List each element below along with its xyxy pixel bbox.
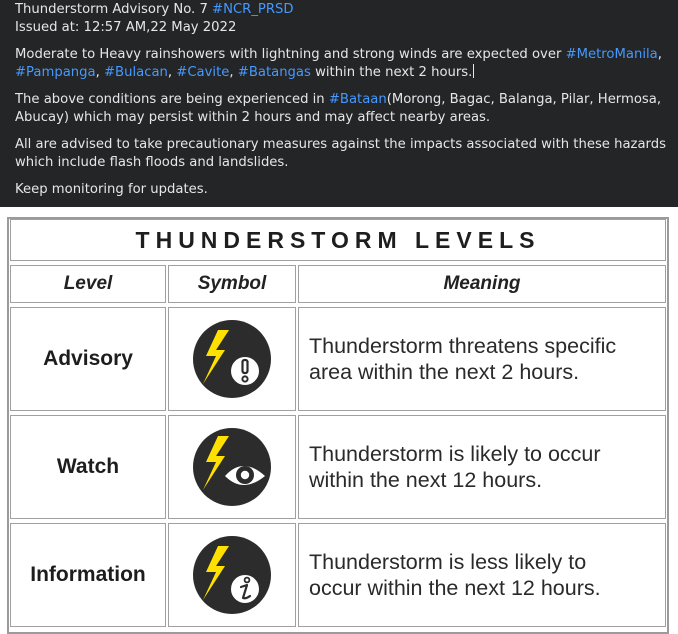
p2-text: The above conditions are being experienced in [15,92,329,107]
issued-time: Issued at: 12:57 AM,22 May 2022 [15,20,237,35]
advisory-paragraph-4: Keep monitoring for updates. [15,182,208,197]
header-symbol: Symbol [168,265,296,303]
p1-text: Moderate to Heavy rainshowers with lightning and strong winds are expected over [15,47,566,62]
meaning-line: Thunderstorm is likely to occur [309,442,601,466]
lightning-info-icon [191,534,273,616]
p2-end-text: (Morong, Bagac, Balanga, Pilar, Hermosa, Abucay) which may persist within 2 hours and may affect nearby areas. [15,92,662,125]
symbol-cell-information [168,523,296,627]
hashtag-metromanila[interactable]: #MetroManila [565,47,658,62]
separator: , [167,65,177,80]
separator: , [95,65,104,80]
meaning-information [298,523,666,627]
symbol-cell-watch [168,415,296,519]
separator: , [657,47,662,62]
hashtag-pampanga[interactable]: #Pampanga [15,65,96,80]
separator: , [229,65,238,80]
meaning-line: area within the next 2 hours. [309,360,580,384]
meaning-line: occur within the next 12 hours. [309,576,601,600]
advisory-title [15,1,670,19]
text-cursor [473,64,474,78]
header-level: Level [10,265,166,303]
symbol-cell-advisory [168,307,296,411]
p1-end-text: within the next 2 hours. [310,65,473,80]
meaning-line: Thunderstorm threatens specific [309,334,617,358]
lightning-eye-icon [191,426,273,508]
meaning-watch [298,415,666,519]
advisory-paragraph-2 [15,91,670,127]
hashtag-batangas[interactable]: #Batangas [237,65,311,80]
meaning-line: within the next 12 hours. [309,468,543,492]
advisory-paragraph-1 [15,46,670,82]
hashtag-bulacan[interactable]: #Bulacan [104,65,168,80]
level-watch: Watch [10,415,166,519]
lightning-exclamation-icon [191,318,273,400]
advisory-paragraph-3: All are advised to take precautionary measures against the impacts associated with these hazards which include flash floods and landslides. [15,137,666,170]
eye-highlight [241,471,249,479]
symbol-disc [193,536,271,614]
advisory-title-text: Thunderstorm Advisory No. 7 [15,2,213,17]
header-meaning: Meaning [298,265,666,303]
advisory-post [0,0,678,207]
levels-title: THUNDERSTORM LEVELS [10,219,666,261]
symbol-disc [193,428,271,506]
hashtag-bataan[interactable]: #Bataan [328,92,387,107]
hashtag-ncr-prsd[interactable]: #NCR_PRSD [212,2,294,17]
level-advisory: Advisory [10,307,166,411]
meaning-line: Thunderstorm is less likely to [309,550,587,574]
level-information: Information [10,523,166,627]
hashtag-cavite[interactable]: #Cavite [176,65,230,80]
symbol-disc [193,320,271,398]
meaning-advisory [298,307,666,411]
